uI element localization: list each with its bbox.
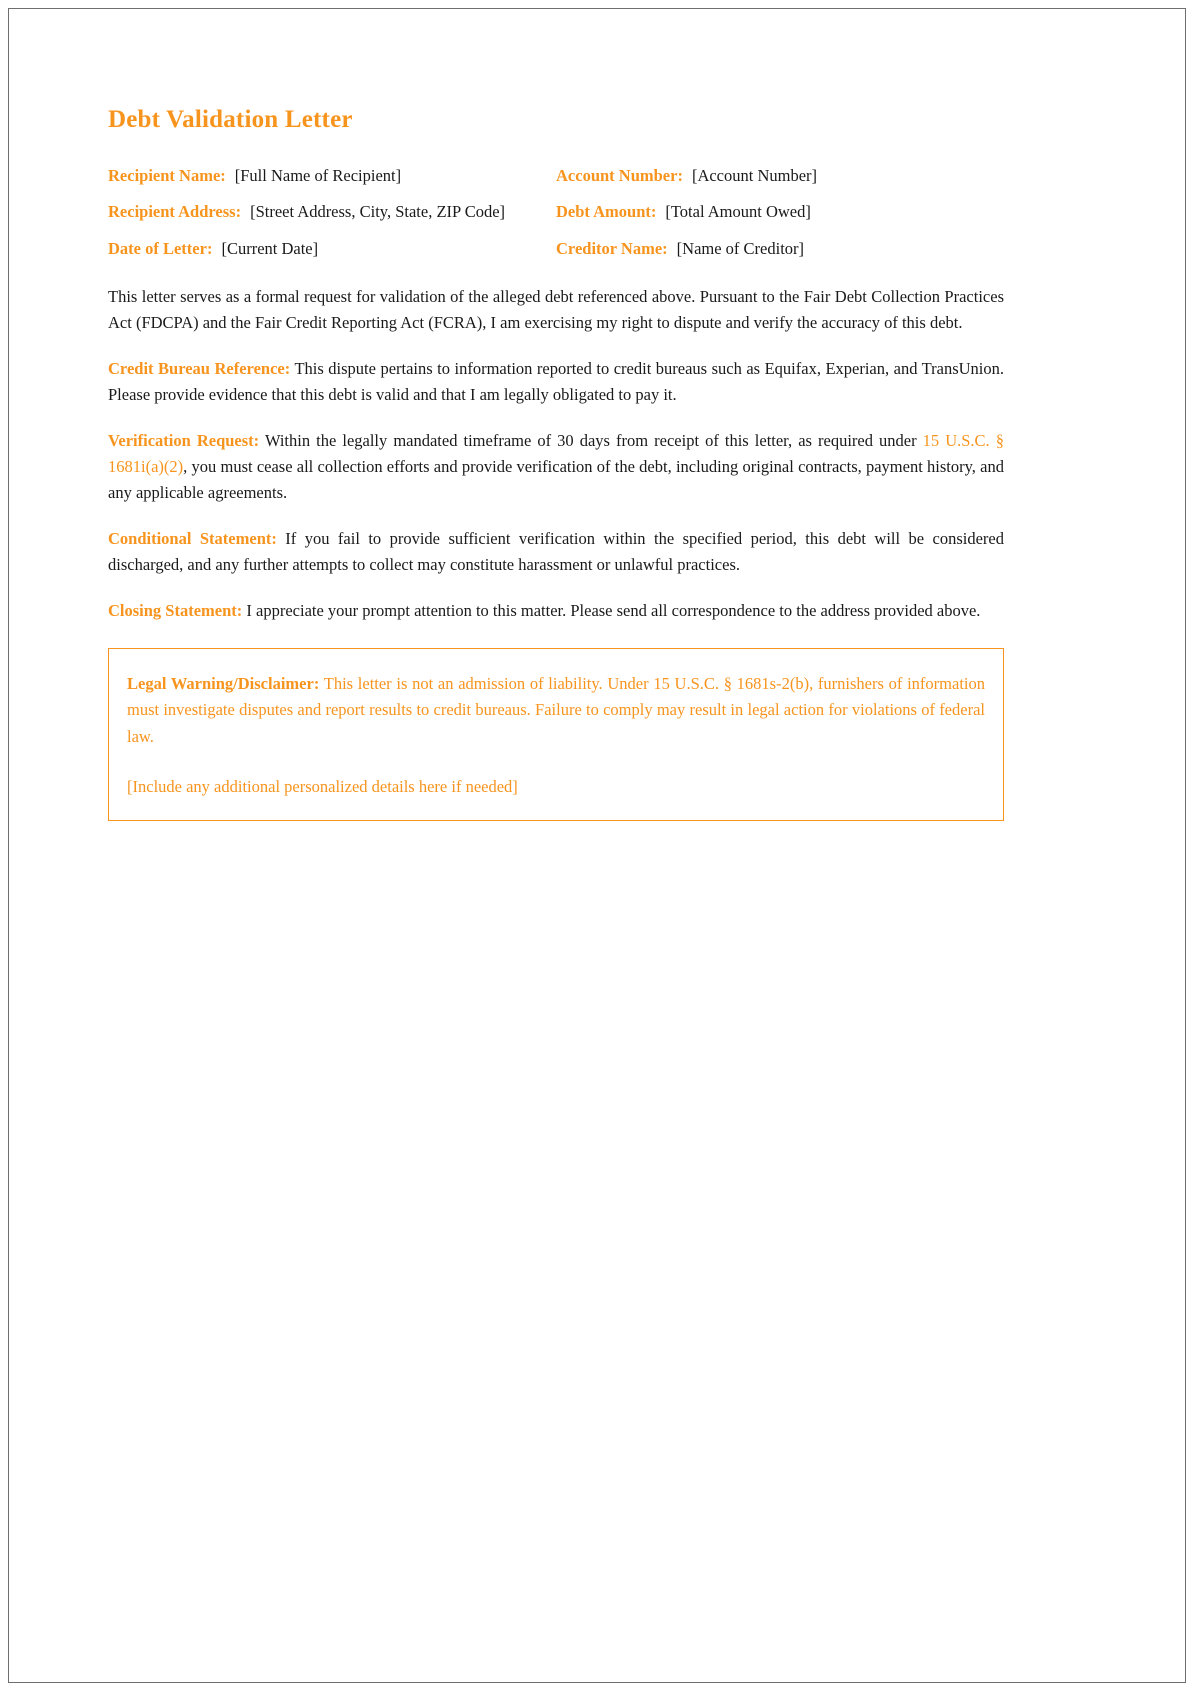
conditional-statement-label: Conditional Statement: [108, 529, 277, 549]
field-row [108, 201, 1004, 223]
field-account-number [556, 165, 1004, 187]
field-label: Account Number: [556, 166, 683, 185]
field-value: [Full Name of Recipient] [234, 166, 402, 185]
credit-bureau-reference-label: Credit Bureau Reference: [108, 358, 291, 378]
document-body [108, 105, 1004, 821]
field-value: [Street Address, City, State, ZIP Code] [250, 202, 506, 222]
paragraph-intro: This letter serves as a formal request for validation of the alleged debt referenced above. Pursuant to the Fair Debt Collection Practices Act (FDCPA) and the Fair Credit Reporting Act (FCRA), I am exercising my right to dispute and verify the accuracy of this debt. [108, 286, 1004, 332]
field-value: [Account Number] [691, 166, 818, 185]
verification-request-text-before: Within the legally mandated timeframe of 30 days from receipt of this letter, as required under [264, 431, 917, 451]
field-row [108, 238, 1004, 260]
verification-request-text-after: , you must cease all collection efforts and provide verification of the debt, including original contracts, payment history, and any applicable agreements. [108, 457, 1004, 503]
paragraph-verification-request [108, 428, 1004, 506]
additional-details-placeholder: [Include any additional personalized details here if needed] [127, 776, 518, 796]
paragraph-conditional-statement [108, 526, 1004, 578]
field-row [108, 165, 1004, 187]
closing-statement-text: I appreciate your prompt attention to this matter. Please send all correspondence to the address provided above. [246, 601, 981, 621]
legal-warning-box [108, 648, 1004, 820]
field-label: Debt Amount: [556, 202, 657, 222]
field-recipient-address [108, 201, 556, 223]
field-label: Recipient Name: [108, 166, 226, 185]
field-label: Date of Letter: [108, 238, 213, 258]
field-label: Recipient Address: [108, 202, 242, 222]
field-recipient-name [108, 165, 556, 187]
field-debt-amount [556, 201, 1004, 223]
field-label: Creditor Name: [556, 238, 668, 258]
legal-warning-label: Legal Warning/Disclaimer: [127, 674, 320, 694]
conditional-statement-text: If you fail to provide sufficient verification within the specified period, this debt will be considered discharged, and any further attempts to collect may constitute harassment or unlawful practices. [108, 529, 1004, 575]
field-value: [Name of Creditor] [676, 238, 805, 258]
page-frame [8, 8, 1186, 1683]
paragraph-credit-bureau-reference [108, 356, 1004, 408]
field-value: [Current Date] [221, 238, 319, 258]
page-title: Debt Validation Letter [108, 106, 353, 133]
field-value: [Total Amount Owed] [665, 202, 811, 222]
field-grid [108, 165, 1004, 260]
field-date-of-letter [108, 238, 556, 260]
verification-request-label: Verification Request: [108, 431, 260, 451]
credit-bureau-reference-text: This dispute pertains to information reported to credit bureaus such as Equifax, Experian, and TransUnion. Please provide evidence that this debt is valid and that I am legally obligated to pay it. [108, 358, 1005, 404]
legal-warning-text: This letter is not an admission of liability. Under 15 U.S.C. § 1681s-2(b), furnishers of information must investigate disputes and report results to credit bureaus. Failure to comply may result in legal action for violations of federal law. [127, 674, 985, 746]
legal-warning-paragraph [127, 671, 985, 749]
verification-request-citation: 15 U.S.C. § 1681i(a)(2) [108, 431, 1004, 477]
paragraph-closing-statement [108, 598, 1004, 624]
field-creditor-name [556, 238, 1004, 260]
closing-statement-label: Closing Statement: [108, 601, 243, 621]
